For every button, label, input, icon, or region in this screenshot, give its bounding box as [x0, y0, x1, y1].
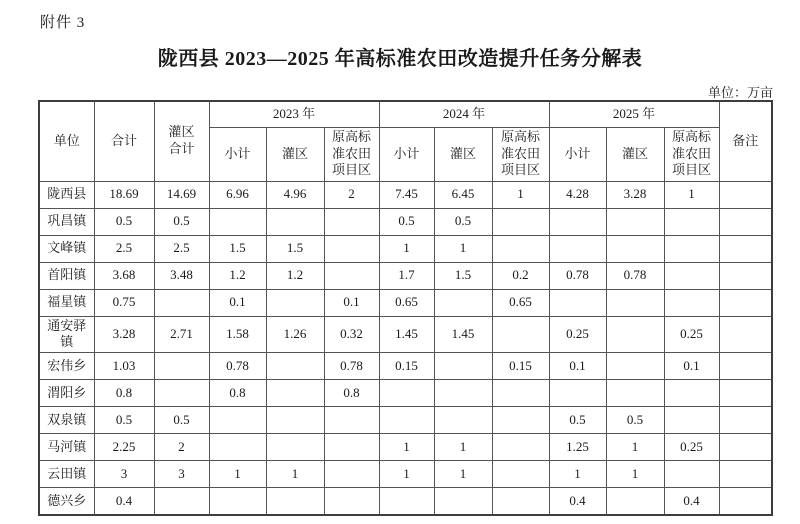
table-cell: 0.4	[549, 488, 606, 515]
row-unit-label-text: 通安驿镇	[47, 317, 87, 350]
header-2025-irrigation: 灌区	[606, 127, 664, 181]
table-cell: 4.28	[549, 181, 606, 208]
table-row	[39, 434, 772, 461]
table-cell	[664, 461, 719, 488]
table-cell	[719, 289, 772, 316]
table-row	[39, 488, 772, 515]
header-2023-original-area	[324, 127, 379, 181]
table-row	[39, 461, 772, 488]
header-2024-irrigation: 灌区	[434, 127, 492, 181]
table-cell: 1	[606, 434, 664, 461]
table-cell: 7.45	[379, 181, 434, 208]
table-cell: 0.1	[209, 289, 266, 316]
table-cell: 3	[154, 461, 209, 488]
table-cell	[324, 262, 379, 289]
table-cell: 0.1	[549, 353, 606, 380]
table-cell	[154, 488, 209, 515]
table-cell: 1	[434, 434, 492, 461]
table-cell	[719, 353, 772, 380]
table-cell	[719, 262, 772, 289]
row-unit-label-text: 陇西县	[47, 186, 87, 202]
table-cell	[549, 289, 606, 316]
table-cell: 1.2	[209, 262, 266, 289]
table-cell	[492, 407, 549, 434]
table-cell: 2.5	[94, 235, 154, 262]
header-year-2025: 2025 年	[549, 101, 719, 127]
table-cell	[719, 461, 772, 488]
table-cell	[266, 289, 324, 316]
table-cell	[719, 380, 772, 407]
table-cell: 0.78	[549, 262, 606, 289]
table-cell: 4.96	[266, 181, 324, 208]
table-cell: 1	[664, 181, 719, 208]
table-cell	[492, 235, 549, 262]
table-cell: 0.5	[94, 208, 154, 235]
table-cell: 6.45	[434, 181, 492, 208]
table-cell: 1.45	[434, 316, 492, 353]
table-cell	[492, 488, 549, 515]
table-row	[39, 289, 772, 316]
table-cell	[324, 488, 379, 515]
row-unit-label-text: 渭阳乡	[47, 384, 87, 400]
table-cell: 1.25	[549, 434, 606, 461]
table-cell	[324, 235, 379, 262]
table-cell: 1	[209, 461, 266, 488]
table-cell: 0.5	[434, 208, 492, 235]
table-cell: 0.4	[664, 488, 719, 515]
table-cell	[606, 289, 664, 316]
header-year-2024: 2024 年	[379, 101, 549, 127]
row-unit-label-text: 双泉镇	[47, 411, 87, 427]
table-cell	[606, 208, 664, 235]
table-cell: 1	[606, 461, 664, 488]
row-unit-label	[39, 208, 94, 235]
table-cell	[266, 434, 324, 461]
table-cell	[266, 488, 324, 515]
row-unit-label	[39, 353, 94, 380]
table-cell: 0.5	[606, 407, 664, 434]
table-cell	[379, 407, 434, 434]
header-irrigation-total	[154, 101, 209, 181]
row-unit-label	[39, 461, 94, 488]
table-cell: 1	[434, 461, 492, 488]
header-2024-original-area-text: 原高标准农田项目区	[501, 128, 541, 178]
table-cell	[606, 353, 664, 380]
table-cell	[606, 380, 664, 407]
table-cell: 0.5	[549, 407, 606, 434]
row-unit-label	[39, 289, 94, 316]
table-cell	[719, 181, 772, 208]
table-cell: 0.8	[209, 380, 266, 407]
header-2023-subtotal: 小计	[209, 127, 266, 181]
row-unit-label	[39, 316, 94, 353]
table-cell	[664, 407, 719, 434]
table-cell	[549, 235, 606, 262]
table-row	[39, 407, 772, 434]
table-cell: 14.69	[154, 181, 209, 208]
header-2023-original-area-text: 原高标准农田项目区	[331, 128, 371, 178]
table-cell: 0.8	[324, 380, 379, 407]
unit-note: 单位：万亩	[707, 85, 773, 100]
table-cell	[606, 235, 664, 262]
table-cell: 1.03	[94, 353, 154, 380]
table-cell: 3.28	[606, 181, 664, 208]
table-cell: 0.75	[94, 289, 154, 316]
table-cell: 1.5	[209, 235, 266, 262]
table-cell	[154, 289, 209, 316]
table-cell	[266, 208, 324, 235]
table-cell: 6.96	[209, 181, 266, 208]
task-breakdown-table	[38, 100, 773, 516]
table-cell	[664, 380, 719, 407]
table-cell: 2.71	[154, 316, 209, 353]
table-cell: 0.32	[324, 316, 379, 353]
table-cell	[719, 488, 772, 515]
table-cell: 0.8	[94, 380, 154, 407]
table-cell: 2.25	[94, 434, 154, 461]
table-cell	[209, 434, 266, 461]
table-cell	[719, 434, 772, 461]
table-cell	[266, 407, 324, 434]
table-row	[39, 262, 772, 289]
table-cell: 1.45	[379, 316, 434, 353]
row-unit-label-text: 首阳镇	[47, 267, 87, 283]
table-cell: 0.5	[154, 407, 209, 434]
table-row	[39, 380, 772, 407]
table-cell	[266, 353, 324, 380]
table-cell: 0.1	[664, 353, 719, 380]
table-cell	[324, 434, 379, 461]
table-cell	[492, 316, 549, 353]
row-unit-label-text: 马河镇	[47, 438, 87, 454]
table-cell	[209, 488, 266, 515]
table-cell: 3.48	[154, 262, 209, 289]
table-cell	[606, 488, 664, 515]
table-cell: 2	[154, 434, 209, 461]
table-cell	[492, 461, 549, 488]
table-cell: 1	[379, 235, 434, 262]
header-2024-subtotal: 小计	[379, 127, 434, 181]
table-cell	[379, 380, 434, 407]
table-cell	[719, 208, 772, 235]
table-cell: 1	[379, 461, 434, 488]
row-unit-label	[39, 488, 94, 515]
table-cell	[154, 380, 209, 407]
row-unit-label-text: 德兴乡	[47, 492, 87, 508]
table-cell: 18.69	[94, 181, 154, 208]
table-cell: 1	[549, 461, 606, 488]
table-cell	[664, 208, 719, 235]
table-row	[39, 353, 772, 380]
header-2024-original-area	[492, 127, 549, 181]
table-cell: 1.58	[209, 316, 266, 353]
table-cell: 0.4	[94, 488, 154, 515]
table-cell	[266, 380, 324, 407]
table-cell: 1.5	[434, 262, 492, 289]
table-cell: 2.5	[154, 235, 209, 262]
table-cell	[434, 380, 492, 407]
header-remarks: 备注	[719, 101, 772, 181]
table-cell	[549, 380, 606, 407]
row-unit-label	[39, 262, 94, 289]
table-cell	[154, 353, 209, 380]
table-cell	[434, 289, 492, 316]
table-cell: 1	[379, 434, 434, 461]
table-cell: 1	[266, 461, 324, 488]
table-cell: 1.7	[379, 262, 434, 289]
header-2023-irrigation: 灌区	[266, 127, 324, 181]
table-row	[39, 235, 772, 262]
header-2025-original-area	[664, 127, 719, 181]
table-cell: 0.5	[94, 407, 154, 434]
table-cell	[719, 235, 772, 262]
table-cell	[209, 208, 266, 235]
table-cell: 0.65	[492, 289, 549, 316]
table-row	[39, 316, 772, 353]
table-cell: 0.2	[492, 262, 549, 289]
table-cell: 0.25	[549, 316, 606, 353]
table-cell: 0.5	[379, 208, 434, 235]
table-cell	[719, 407, 772, 434]
table-cell	[324, 461, 379, 488]
table-cell: 0.1	[324, 289, 379, 316]
row-unit-label	[39, 181, 94, 208]
table-row	[39, 208, 772, 235]
table-cell	[434, 353, 492, 380]
table-cell: 0.78	[606, 262, 664, 289]
table-row	[39, 181, 772, 208]
table-cell	[492, 380, 549, 407]
header-total: 合计	[94, 101, 154, 181]
header-irrigation-total-text: 灌区合计	[168, 124, 195, 157]
table-cell	[324, 407, 379, 434]
table-cell	[434, 407, 492, 434]
table-cell	[664, 289, 719, 316]
table-cell: 0.78	[324, 353, 379, 380]
row-unit-label-text: 福星镇	[47, 294, 87, 310]
header-year-row	[39, 101, 772, 127]
row-unit-label	[39, 407, 94, 434]
table-header	[39, 101, 772, 181]
table-cell: 2	[324, 181, 379, 208]
table-cell: 1	[492, 181, 549, 208]
row-unit-label	[39, 235, 94, 262]
header-2025-original-area-text: 原高标准农田项目区	[672, 128, 712, 178]
table-cell: 1.5	[266, 235, 324, 262]
table-cell: 1	[434, 235, 492, 262]
table-cell: 3	[94, 461, 154, 488]
table-cell: 3.68	[94, 262, 154, 289]
table-cell	[434, 488, 492, 515]
table-cell: 3.28	[94, 316, 154, 353]
table-cell	[492, 434, 549, 461]
table-cell	[606, 316, 664, 353]
table-cell	[719, 316, 772, 353]
row-unit-label-text: 文峰镇	[47, 240, 87, 256]
table-cell	[549, 208, 606, 235]
table-cell: 0.25	[664, 434, 719, 461]
table-cell: 0.25	[664, 316, 719, 353]
table-cell: 0.15	[379, 353, 434, 380]
table-cell	[664, 262, 719, 289]
header-unit: 单位	[39, 101, 94, 181]
table-cell: 1.26	[266, 316, 324, 353]
table-cell: 0.15	[492, 353, 549, 380]
table-cell: 0.65	[379, 289, 434, 316]
table-body	[39, 181, 772, 515]
table-cell: 0.5	[154, 208, 209, 235]
row-unit-label-text: 宏伟乡	[47, 357, 87, 373]
table-cell: 0.78	[209, 353, 266, 380]
row-unit-label	[39, 380, 94, 407]
header-year-2023: 2023 年	[209, 101, 379, 127]
table-cell	[379, 488, 434, 515]
row-unit-label-text: 云田镇	[47, 465, 87, 481]
table-cell	[492, 208, 549, 235]
table-cell	[664, 235, 719, 262]
table-cell	[209, 407, 266, 434]
header-2025-subtotal: 小计	[549, 127, 606, 181]
table-cell	[324, 208, 379, 235]
table-cell: 1.2	[266, 262, 324, 289]
attachment-label: 附件 3	[40, 15, 86, 31]
page-title: 陇西县 2023—2025 年高标准农田改造提升任务分解表	[157, 48, 643, 70]
row-unit-label-text: 巩昌镇	[47, 213, 87, 229]
row-unit-label	[39, 434, 94, 461]
